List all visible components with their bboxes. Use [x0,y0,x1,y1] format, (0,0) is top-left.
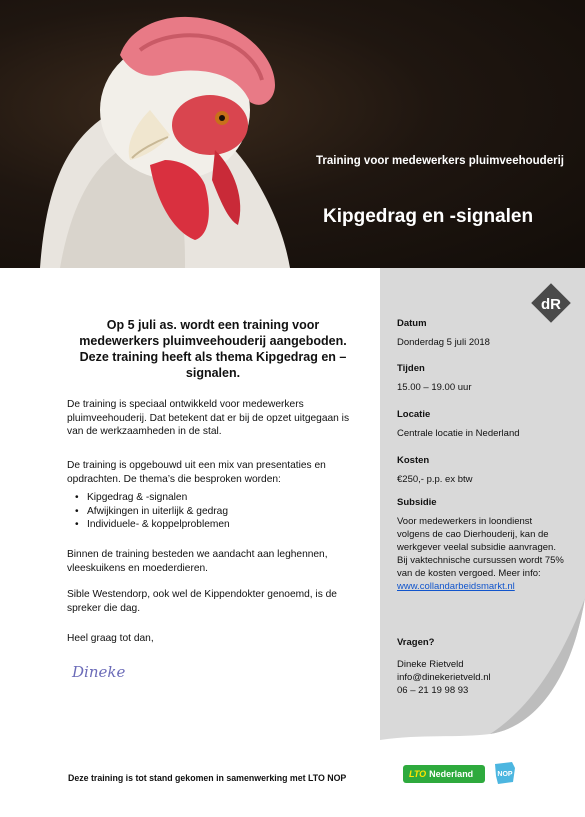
signature: Dineke [72,663,126,681]
lead-paragraph: Op 5 juli as. wordt een training voor medewerkers pluimveehouderij aangeboden. Deze training heeft als thema Kipgedrag en – signalen. [79,318,347,380]
locatie-value: Centrale locatie in Nederland [397,428,520,439]
subsidie-section [397,496,567,593]
contact-section [397,636,567,697]
lto-logo-text: LTO [409,769,427,779]
kosten-label: Kosten [397,455,430,466]
contact-name: Dineke Rietveld [397,659,464,670]
locatie-section [397,408,567,440]
datum-label: Datum [397,318,427,329]
nop-logo-icon [492,760,518,786]
contact-phone: 06 – 21 19 98 93 [397,685,469,696]
subsidie-link[interactable]: www.collandarbeidsmarkt.nl [397,581,515,592]
dr-logo-text: dR [541,296,561,313]
vragen-label: Vragen? [397,637,435,648]
paragraph-speaker: Sible Westendorp, ook wel de Kippendokter genoemd, is de spreker die dag. [67,589,337,614]
footer-text: Deze training is tot stand gekomen in samenwerking met LTO NOP [68,773,347,783]
header-subtitle: Training voor medewerkers pluimveehouderij [316,155,564,167]
datum-value: Donderdag 5 juli 2018 [397,337,490,348]
paragraph-closing: Heel graag tot dan, [67,633,154,644]
locatie-label: Locatie [397,409,431,420]
datum-section [397,317,567,349]
nop-logo-text: NOP [497,771,513,778]
paragraph-themes: De training is opgebouwd uit een mix van presentaties en opdrachten. De thema’s die besproken worden: [67,460,326,485]
subsidie-text-1: Voor medewerkers in loondienst volgens de cao Dierhouderij, kan de werkgever veelal subsidie aanvragen. [397,516,556,553]
paragraph-intro: De training is speciaal ontwikkeld voor medewerkers pluimveehouderij. Dat betekent dat er bij de opzet uitgegaan is van de werkzaamheden in de stal. [67,399,350,437]
themes-list [67,491,357,532]
kosten-section [397,454,567,486]
list-item: • Individuele- & koppelproblemen [67,518,357,532]
tijden-value: 15.00 – 19.00 uur [397,382,472,393]
list-item: • Kipgedrag & -signalen [67,491,357,505]
kosten-value: €250,- p.p. ex btw [397,474,473,485]
lto-logo [403,765,485,783]
paragraph-focus: Binnen de training besteden we aandacht aan leghennen, vleeskuikens en moederdieren. [67,549,328,574]
subsidie-label: Subsidie [397,497,437,508]
tijden-section [397,362,567,394]
subsidie-text-2: Bij vaktechnische cursussen wordt 75% van de kosten vergoed. Meer info: [397,555,564,579]
hero-photo [0,0,585,268]
list-item: • Afwijkingen in uiterlijk & gedrag [67,505,357,519]
tijden-label: Tijden [397,363,425,374]
lto-logo-word: Nederland [429,769,474,779]
contact-email[interactable]: info@dinekerietveld.nl [397,672,491,683]
header-title: Kipgedrag en -signalen [323,206,534,227]
